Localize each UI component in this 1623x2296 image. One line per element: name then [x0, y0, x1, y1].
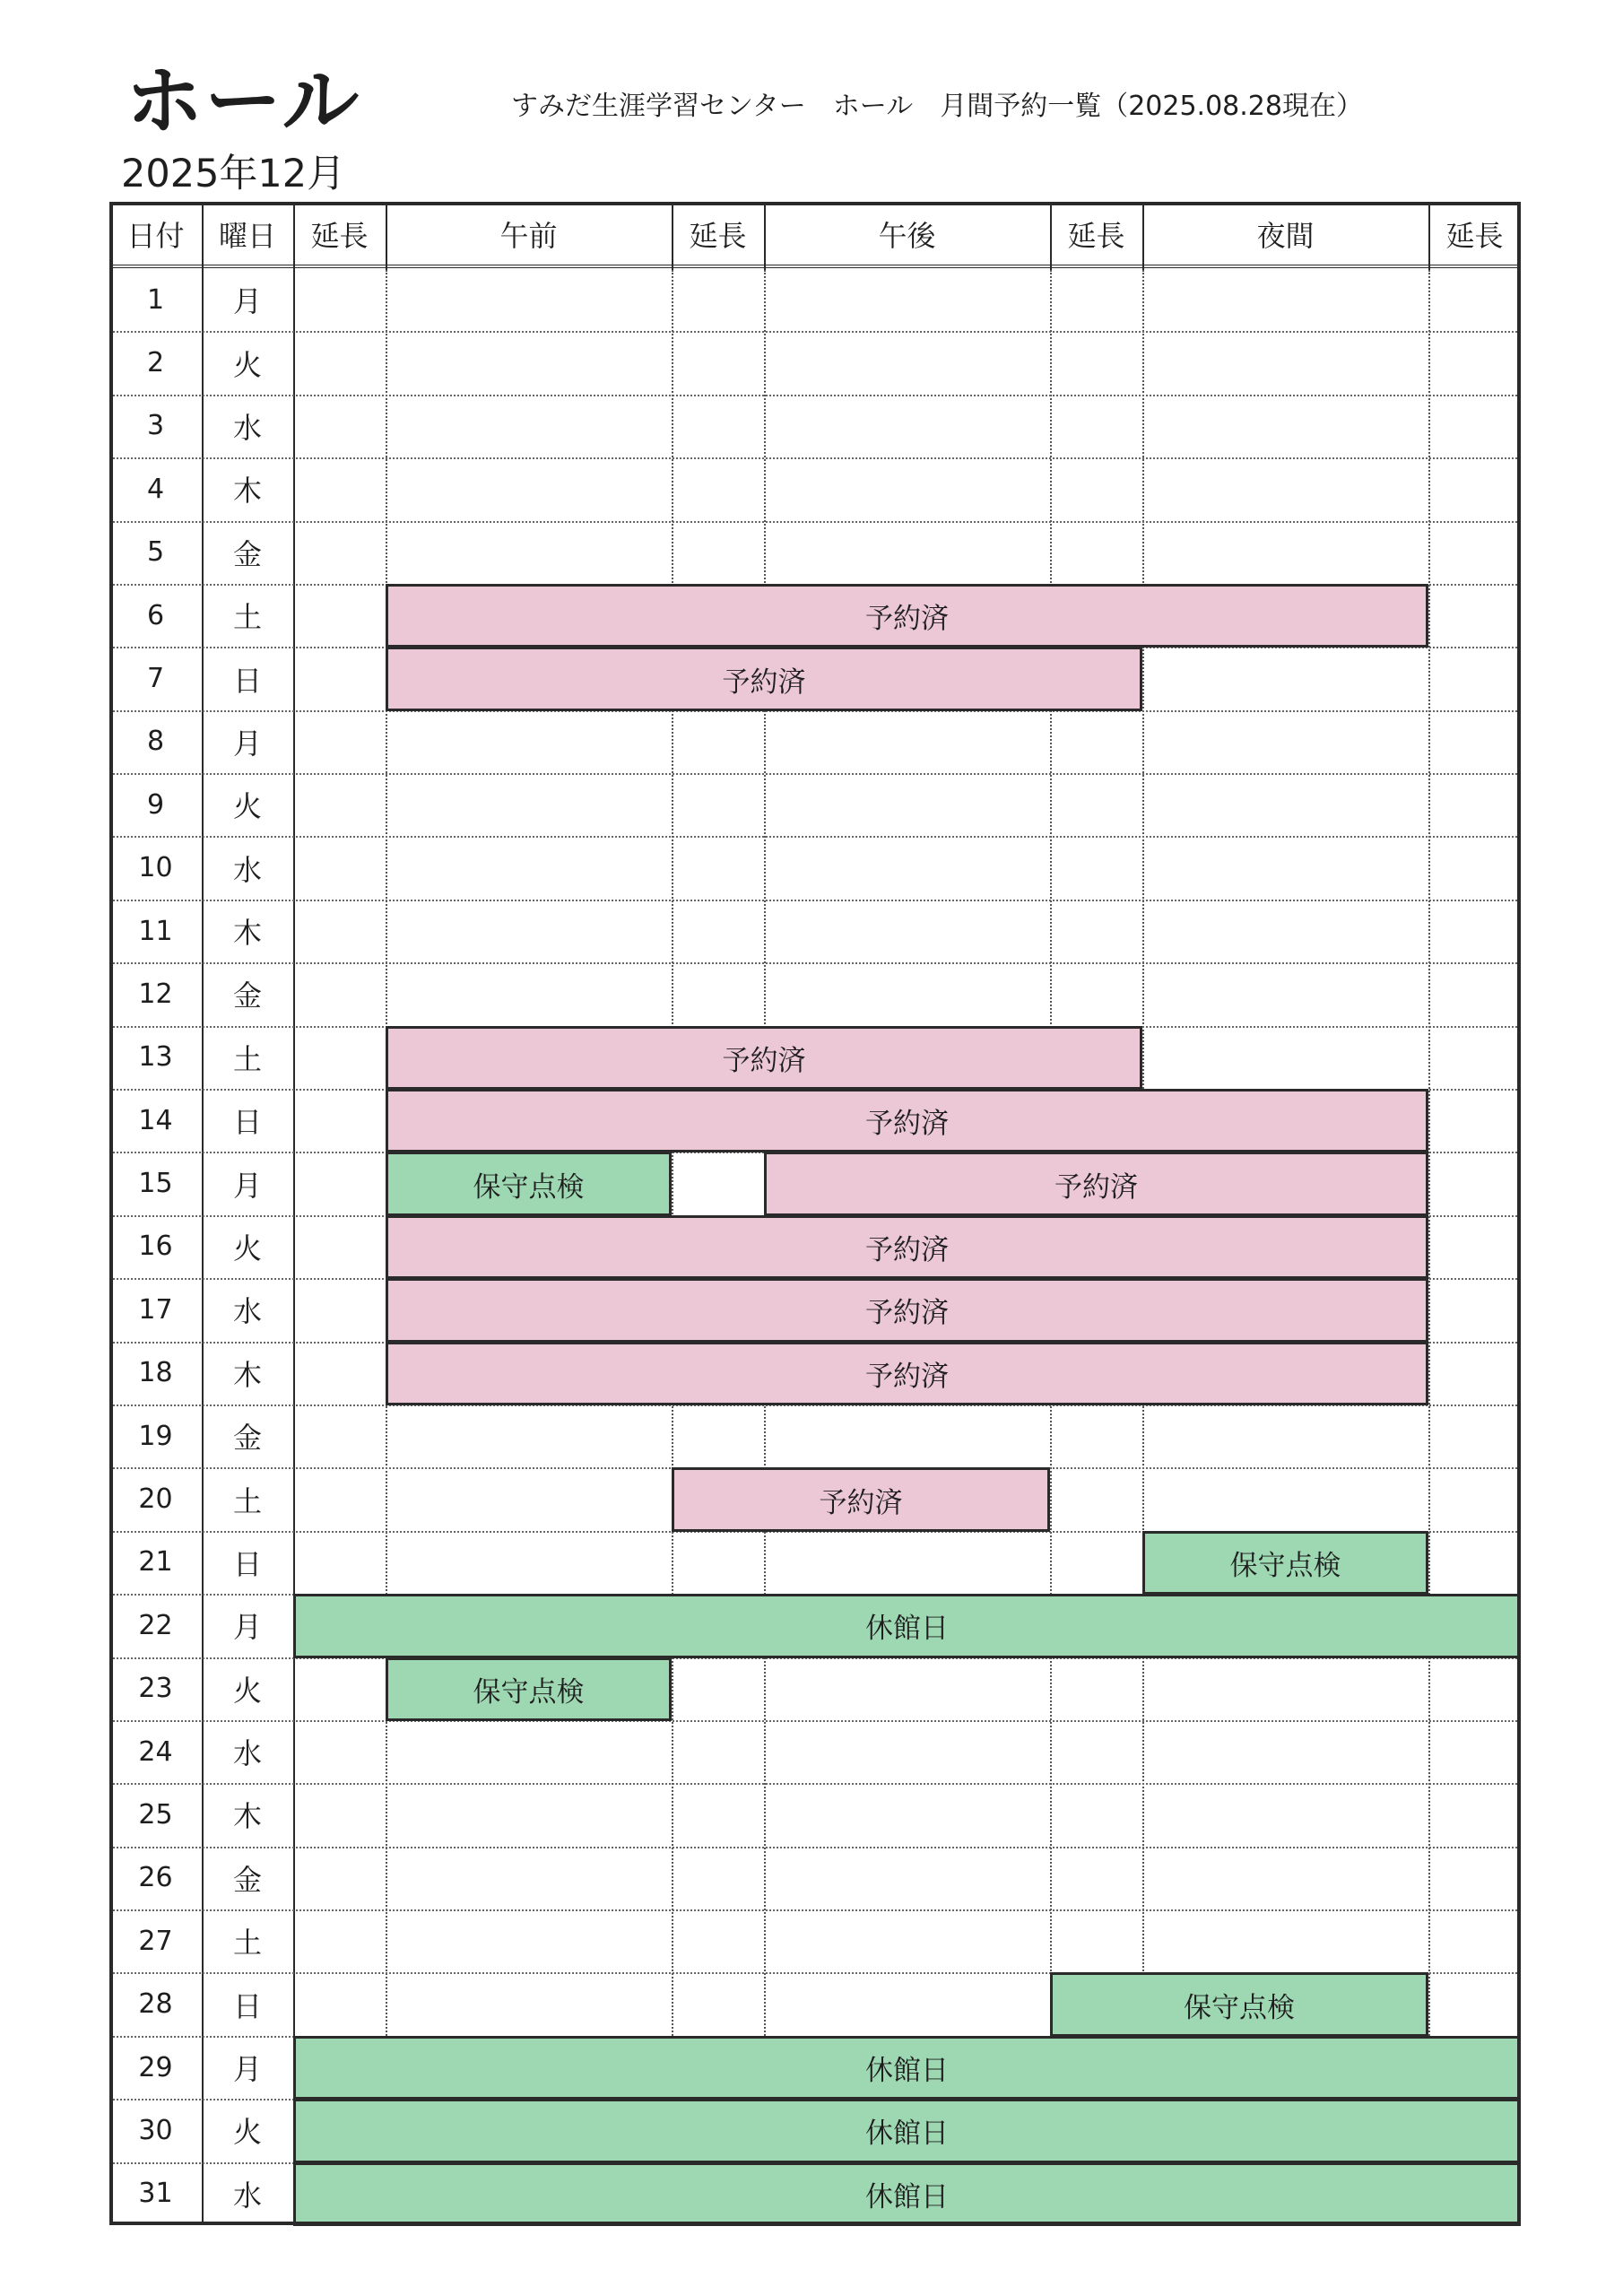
weekday-cell: 月	[232, 1168, 262, 1203]
column-header: 日付	[126, 219, 185, 253]
date-cell: 21	[138, 1546, 173, 1578]
reservation-block: 予約済	[386, 1089, 1428, 1152]
closed-day-block: 休館日	[293, 2162, 1521, 2226]
weekday-cell: 木	[232, 1357, 262, 1392]
weekday-cell: 火	[232, 1673, 262, 1708]
weekday-cell: 木	[232, 474, 262, 509]
weekday-cell: 水	[232, 852, 262, 887]
weekday-cell: 水	[232, 2178, 262, 2213]
date-cell: 6	[146, 599, 165, 631]
maintenance-block: 保守点検	[1050, 1972, 1428, 2036]
row-divider	[109, 457, 1521, 459]
closed-day-block: 休館日	[293, 2099, 1521, 2162]
header-rule	[109, 265, 1521, 268]
date-cell: 14	[138, 1104, 173, 1136]
weekday-cell: 水	[232, 1736, 262, 1771]
column-header: 夜間	[1256, 219, 1315, 253]
weekday-cell: 月	[232, 1610, 262, 1645]
weekday-cell: 日	[232, 1546, 262, 1581]
row-divider	[109, 1909, 1521, 1911]
row-divider	[109, 900, 1521, 901]
date-cell: 26	[138, 1862, 173, 1894]
column-divider	[1428, 270, 1430, 2225]
date-cell: 12	[138, 978, 173, 1010]
weekday-cell: 月	[232, 2052, 262, 2087]
date-cell: 27	[138, 1925, 173, 1957]
date-cell: 7	[146, 663, 165, 694]
column-divider	[293, 202, 295, 2225]
date-cell: 13	[138, 1041, 173, 1074]
column-header: 午後	[878, 219, 936, 253]
column-header: 延長	[1445, 219, 1504, 253]
weekday-cell: 火	[232, 347, 262, 382]
weekday-cell: 水	[232, 410, 262, 445]
date-cell: 23	[138, 1673, 173, 1705]
date-cell: 28	[138, 1988, 173, 2021]
weekday-cell: 金	[232, 1862, 262, 1897]
weekday-cell: 木	[232, 916, 262, 951]
row-divider	[109, 773, 1521, 775]
date-cell: 22	[138, 1609, 173, 1641]
row-divider	[109, 395, 1521, 396]
weekday-cell: 月	[232, 726, 262, 761]
date-cell: 30	[138, 2114, 173, 2146]
weekday-cell: 金	[232, 536, 262, 571]
weekday-cell: 土	[232, 600, 262, 635]
weekday-cell: 日	[232, 1988, 262, 2023]
reservation-block: 予約済	[764, 1152, 1428, 1215]
weekday-cell: 土	[232, 1926, 262, 1961]
date-cell: 2	[146, 347, 165, 379]
row-divider	[109, 331, 1521, 333]
weekday-cell: 日	[232, 1105, 262, 1140]
weekday-cell: 月	[232, 284, 262, 319]
closed-day-block: 休館日	[293, 1594, 1521, 1657]
weekday-cell: 日	[232, 663, 262, 698]
weekday-cell: 土	[232, 1483, 262, 1518]
row-divider	[109, 962, 1521, 964]
schedule-table	[109, 202, 1521, 2225]
row-divider	[109, 521, 1521, 523]
weekday-cell: 土	[232, 1041, 262, 1076]
column-header: 延長	[310, 219, 369, 253]
date-cell: 20	[138, 1483, 173, 1516]
row-divider	[109, 1720, 1521, 1722]
date-cell: 1	[146, 283, 165, 316]
reservation-block: 予約済	[386, 1026, 1142, 1090]
date-cell: 19	[138, 1420, 173, 1452]
weekday-cell: 水	[232, 1294, 262, 1329]
column-header: 延長	[1067, 219, 1125, 253]
date-cell: 16	[138, 1231, 173, 1263]
date-cell: 4	[146, 473, 165, 505]
reservation-block: 予約済	[386, 1342, 1428, 1405]
date-cell: 31	[138, 2178, 173, 2210]
date-cell: 25	[138, 1798, 173, 1831]
column-header: 午前	[499, 219, 558, 253]
page-title: ホール	[126, 57, 361, 146]
date-cell: 18	[138, 1357, 173, 1389]
weekday-cell: 金	[232, 978, 262, 1013]
month-label: 2025年12月	[121, 152, 346, 196]
date-cell: 29	[138, 2051, 173, 2083]
maintenance-block: 保守点検	[1142, 1531, 1428, 1595]
document-title: すみだ生涯学習センター ホール 月間予約一覧（2025.08.28現在）	[511, 91, 1363, 122]
weekday-cell: 火	[232, 1231, 262, 1265]
reservation-block: 予約済	[386, 1215, 1428, 1279]
weekday-cell: 金	[232, 1421, 262, 1456]
weekday-cell: 木	[232, 1799, 262, 1834]
date-cell: 17	[138, 1293, 173, 1326]
date-cell: 15	[138, 1168, 173, 1200]
column-header: 延長	[689, 219, 747, 253]
maintenance-block: 保守点検	[386, 1657, 672, 1721]
date-cell: 10	[138, 852, 173, 884]
closed-day-block: 休館日	[293, 2036, 1521, 2100]
reservation-block: 予約済	[672, 1467, 1050, 1531]
date-cell: 5	[146, 536, 165, 569]
weekday-cell: 火	[232, 789, 262, 824]
reservation-block: 予約済	[386, 1278, 1428, 1342]
maintenance-block: 保守点検	[386, 1152, 672, 1215]
row-divider	[109, 1783, 1521, 1785]
date-cell: 9	[146, 788, 165, 821]
date-cell: 11	[138, 915, 173, 947]
weekday-cell: 火	[232, 2115, 262, 2150]
row-divider	[109, 1847, 1521, 1848]
date-cell: 8	[146, 726, 165, 758]
date-cell: 3	[146, 410, 165, 442]
reservation-block: 予約済	[386, 584, 1428, 648]
column-header: 曜日	[218, 219, 276, 253]
reservation-block: 予約済	[386, 647, 1142, 710]
date-cell: 24	[138, 1735, 173, 1768]
row-divider	[109, 836, 1521, 838]
